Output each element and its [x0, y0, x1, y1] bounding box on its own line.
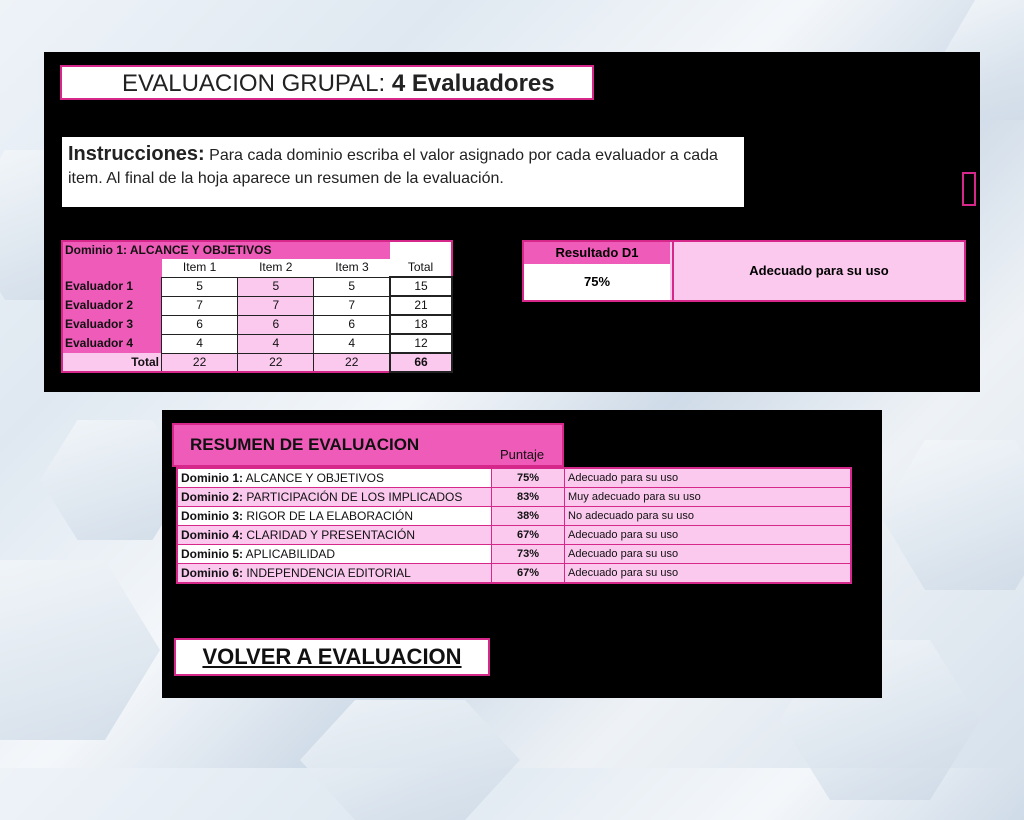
column-total: 22 — [238, 353, 314, 372]
result-d1-box — [522, 240, 966, 302]
result-d1-value: 75% — [524, 264, 670, 300]
row-label: Evaluador 1 — [62, 277, 162, 296]
score-input[interactable]: 4 — [314, 334, 390, 353]
column-total: 22 — [162, 353, 238, 372]
evaluation-panel — [44, 52, 980, 392]
summary-header — [172, 423, 564, 467]
row-label: Evaluador 3 — [62, 315, 162, 334]
result-d1-header: Resultado D1 — [524, 242, 670, 264]
row-label: Evaluador 2 — [62, 296, 162, 315]
table-row — [62, 334, 452, 353]
score-input[interactable]: 4 — [238, 334, 314, 353]
summary-row — [177, 488, 851, 507]
domain-number: Dominio 6: — [181, 566, 243, 580]
domain-cell — [177, 507, 492, 526]
domain-number: Dominio 1: — [181, 471, 243, 485]
row-total: 18 — [390, 315, 452, 334]
score-input[interactable]: 6 — [314, 315, 390, 334]
score-input[interactable]: 6 — [238, 315, 314, 334]
score-cell: 38% — [492, 507, 565, 526]
row-label: Evaluador 4 — [62, 334, 162, 353]
instructions-label: Instrucciones: — [68, 143, 205, 165]
table-row — [62, 315, 452, 334]
conclusion-cell: Adecuado para su uso — [565, 545, 852, 564]
total-label: Total — [62, 353, 162, 372]
domain-cell — [177, 468, 492, 488]
domain-name: ALCANCE Y OBJETIVOS — [245, 471, 384, 485]
summary-row — [177, 468, 851, 488]
domain-number: Dominio 3: — [181, 509, 243, 523]
score-cell: 75% — [492, 468, 565, 488]
row-total: 15 — [390, 277, 452, 296]
page-title — [60, 65, 594, 100]
table-row — [62, 277, 452, 296]
conclusion-cell: Adecuado para su uso — [565, 564, 852, 584]
grand-total: 66 — [390, 353, 452, 372]
domain-cell — [177, 526, 492, 545]
summary-panel — [162, 410, 882, 698]
result-d1-conclusion: Adecuado para su uso — [672, 242, 964, 300]
score-cell: 67% — [492, 564, 565, 584]
domain-name: PARTICIPACIÓN DE LOS IMPLICADOS — [246, 490, 463, 504]
score-input[interactable]: 7 — [314, 296, 390, 315]
score-input[interactable]: 7 — [162, 296, 238, 315]
conclusion-cell: No adecuado para su uso — [565, 507, 852, 526]
domain-1-table — [61, 240, 453, 373]
instructions-text: Para cada dominio escriba el valor asignado por cada evaluador a cada item. Al final de la hoja aparece un resumen de la evaluación. — [68, 147, 718, 187]
score-input[interactable]: 7 — [238, 296, 314, 315]
empty-cell — [390, 241, 452, 259]
conclusion-cell: Adecuado para su uso — [565, 526, 852, 545]
summary-row — [177, 564, 851, 584]
score-input[interactable]: 6 — [162, 315, 238, 334]
domain-number: Dominio 5: — [181, 547, 243, 561]
score-input[interactable]: 4 — [162, 334, 238, 353]
domain-table-caption: Dominio 1: ALCANCE Y OBJETIVOS — [62, 241, 390, 259]
domain-number: Dominio 4: — [181, 528, 243, 542]
summary-row — [177, 545, 851, 564]
background-hexagon — [0, 560, 160, 740]
background-hexagon — [300, 700, 520, 820]
instructions-box — [62, 137, 744, 207]
score-input[interactable]: 5 — [162, 277, 238, 296]
domain-name: APLICABILIDAD — [245, 547, 336, 561]
domain-cell — [177, 545, 492, 564]
row-total: 12 — [390, 334, 452, 353]
title-bold: 4 Evaluadores — [391, 70, 555, 97]
domain-name: CLARIDAD Y PRESENTACIÓN — [246, 528, 416, 542]
column-header: Item 2 — [238, 259, 314, 277]
score-cell: 73% — [492, 545, 565, 564]
summary-table — [176, 467, 852, 584]
column-header: Item 1 — [162, 259, 238, 277]
table-row — [62, 296, 452, 315]
column-header: Total — [390, 259, 452, 277]
background-hexagon — [880, 440, 1024, 590]
row-total: 21 — [390, 296, 452, 315]
conclusion-cell: Adecuado para su uso — [565, 468, 852, 488]
score-header: Puntaje — [500, 447, 545, 462]
score-input[interactable]: 5 — [238, 277, 314, 296]
score-input[interactable]: 5 — [314, 277, 390, 296]
side-marker — [962, 172, 976, 206]
domain-cell — [177, 564, 492, 584]
domain-cell — [177, 488, 492, 507]
back-to-evaluation-button[interactable]: VOLVER A EVALUACION — [174, 638, 490, 676]
summary-row — [177, 507, 851, 526]
domain-name: INDEPENDENCIA EDITORIAL — [246, 566, 411, 580]
column-header: Item 3 — [314, 259, 390, 277]
column-total: 22 — [314, 353, 390, 372]
summary-row — [177, 526, 851, 545]
summary-title: RESUMEN DE EVALUACION — [190, 435, 420, 454]
total-row — [62, 353, 452, 372]
conclusion-cell: Muy adecuado para su uso — [565, 488, 852, 507]
corner-cell — [62, 259, 162, 277]
title-prefix: EVALUACION GRUPAL: — [122, 70, 386, 97]
score-cell: 83% — [492, 488, 565, 507]
score-cell: 67% — [492, 526, 565, 545]
domain-number: Dominio 2: — [181, 490, 243, 504]
domain-name: RIGOR DE LA ELABORACIÓN — [246, 509, 414, 523]
